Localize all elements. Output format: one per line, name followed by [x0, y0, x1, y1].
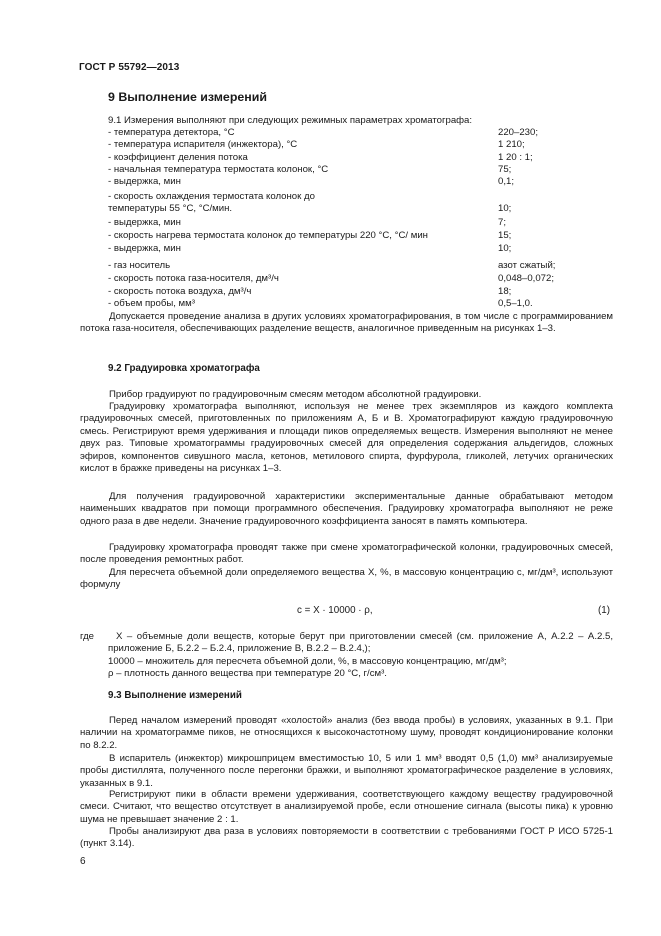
paragraph: Допускается проведение анализа в других условиях хроматографирования, в том числе с программированием потока газа-носителя, обеспечивающих разделение веществ, аналогичное приведенным на рисунках 1–3.: [80, 311, 613, 335]
subsection-title: 9.3 Выполнение измерений: [108, 690, 242, 701]
param-value: 10;: [498, 203, 512, 214]
paragraph: Для получения градуировочной характеристики экспериментальные данные обрабатывают методом наименьших квадратов при помощи программного обеспечения. Градуировку хроматографа выполняют не реже одного раза в две недели. Значение градуировочного коэффициента заносят в память компьютера.: [80, 491, 613, 527]
paragraph: Градуировку хроматографа выполняют, используя не менее трех экземпляров из каждого комплекта градуировочных смесей, приготовленных по приложениям А, Б и В. Хроматографируют каждую градуировочную смесь. Регистрируют время удерживания и площади пиков определяемых веществ. Измерения выполняют не менее двух раз. Типовые хроматограммы градуировочных смесей для определения содержания альдегидов, сложных эфиров, компонентов сивушного масла, кетонов, метилового спирта, фурфурола, гликолей, летучих органических кислот в бражке приведены на рисунках 1–3.: [80, 401, 613, 475]
params-intro: 9.1 Измерения выполняют при следующих режимных параметрах хроматографа:: [108, 115, 473, 126]
param-value: 220–230;: [498, 127, 539, 138]
paragraph: Прибор градуируют по градуировочным смесям методом абсолютной градуировки.: [109, 389, 482, 400]
paragraph: Для пересчета объемной доли определяемого вещества X, %, в массовую концентрацию с, мг/дм³, используют формулу: [80, 567, 613, 591]
param-value: 75;: [498, 164, 512, 175]
paragraph: Градуировку хроматографа проводят также при смене хроматографической колонки, градуировочных смесей, после проведения ремонтных работ.: [80, 542, 613, 566]
param-label: - скорость охлаждения термостата колонок до: [108, 191, 315, 202]
where-label: где: [80, 631, 95, 642]
param-label: - объем пробы, мм³: [108, 298, 195, 309]
param-value: 0,048–0,072;: [498, 273, 555, 284]
param-value: 0,1;: [498, 176, 515, 187]
param-value: 7;: [498, 217, 507, 228]
param-value: 1 20 : 1;: [498, 152, 533, 163]
where-item: 10000 – множитель для пересчета объемной доли, %, в массовую концентрацию, мг/дм³;: [108, 656, 507, 667]
section-title: 9 Выполнение измерений: [108, 90, 267, 104]
param-value: 1 210;: [498, 139, 525, 150]
formula-number: (1): [598, 605, 610, 616]
param-label: - температура детектора, °С: [108, 127, 235, 138]
formula: с = X · 10000 · ρ,: [297, 605, 373, 616]
standard-header: ГОСТ Р 55792—2013: [79, 62, 180, 73]
where-item: ρ – плотность данного вещества при температуре 20 °С, г/см³.: [108, 668, 387, 679]
param-value: азот сжатый;: [498, 260, 556, 271]
param-label: - начальная температура термостата колонок, °С: [108, 164, 329, 175]
param-label: - скорость потока воздуха, дм³/ч: [108, 286, 252, 297]
subsection-title: 9.2 Градуировка хроматографа: [108, 363, 260, 374]
where-item: X – объемные доли веществ, которые берут при приготовлении смесей (см. приложение А, А.2.2 – А.2.5, приложение Б, Б.2.2 – Б.2.4, приложение В, В.2.2 – В.2.4,);: [108, 631, 613, 655]
param-label: - скорость нагрева термостата колонок до температуры 220 °С, °С/ мин: [108, 230, 428, 241]
param-label: - температура испарителя (инжектора), °С: [108, 139, 298, 150]
paragraph: Пробы анализируют два раза в условиях повторяемости в соответствии с требованиями ГОСТ Р ИСО 5725-1 (пункт 3.14).: [80, 826, 613, 850]
param-label: - выдержка, мин: [108, 217, 181, 228]
paragraph: Перед началом измерений проводят «холостой» анализ (без ввода пробы) в условиях, указанных в 9.1. При наличии на хроматограмме пиков, не относящихся к высокочастотному шуму, проводят кондиционирование колонки по 8.2.2.: [80, 715, 613, 751]
param-label: - газ носитель: [108, 260, 171, 271]
paragraph: Регистрируют пики в области времени удерживания, соответствующего каждому веществу градуировочной смеси. Считают, что вещество отсутствует в анализируемой пробе, если отношение сигнала (высоты пика) к уровню шума не превышает значение 2 : 1.: [80, 789, 613, 825]
paragraph: В испаритель (инжектор) микрошприцем вместимостью 10, 5 или 1 мм³ вводят 0,5 (1,0) мм³ анализируемые пробы дистиллята, полученного после перегонки бражки, и выполняют хроматографическое разделение в условиях, указанных в 9.1.: [80, 753, 613, 789]
param-label: температуры 55 °С, °С/мин.: [108, 203, 233, 214]
param-value: 15;: [498, 230, 512, 241]
param-label: - выдержка, мин: [108, 243, 181, 254]
param-label: - скорость потока газа-носителя, дм³/ч: [108, 273, 279, 284]
param-value: 0,5–1,0.: [498, 298, 533, 309]
param-value: 10;: [498, 243, 512, 254]
page-number: 6: [80, 856, 86, 867]
param-value: 18;: [498, 286, 512, 297]
param-label: - выдержка, мин: [108, 176, 181, 187]
param-label: - коэффициент деления потока: [108, 152, 248, 163]
